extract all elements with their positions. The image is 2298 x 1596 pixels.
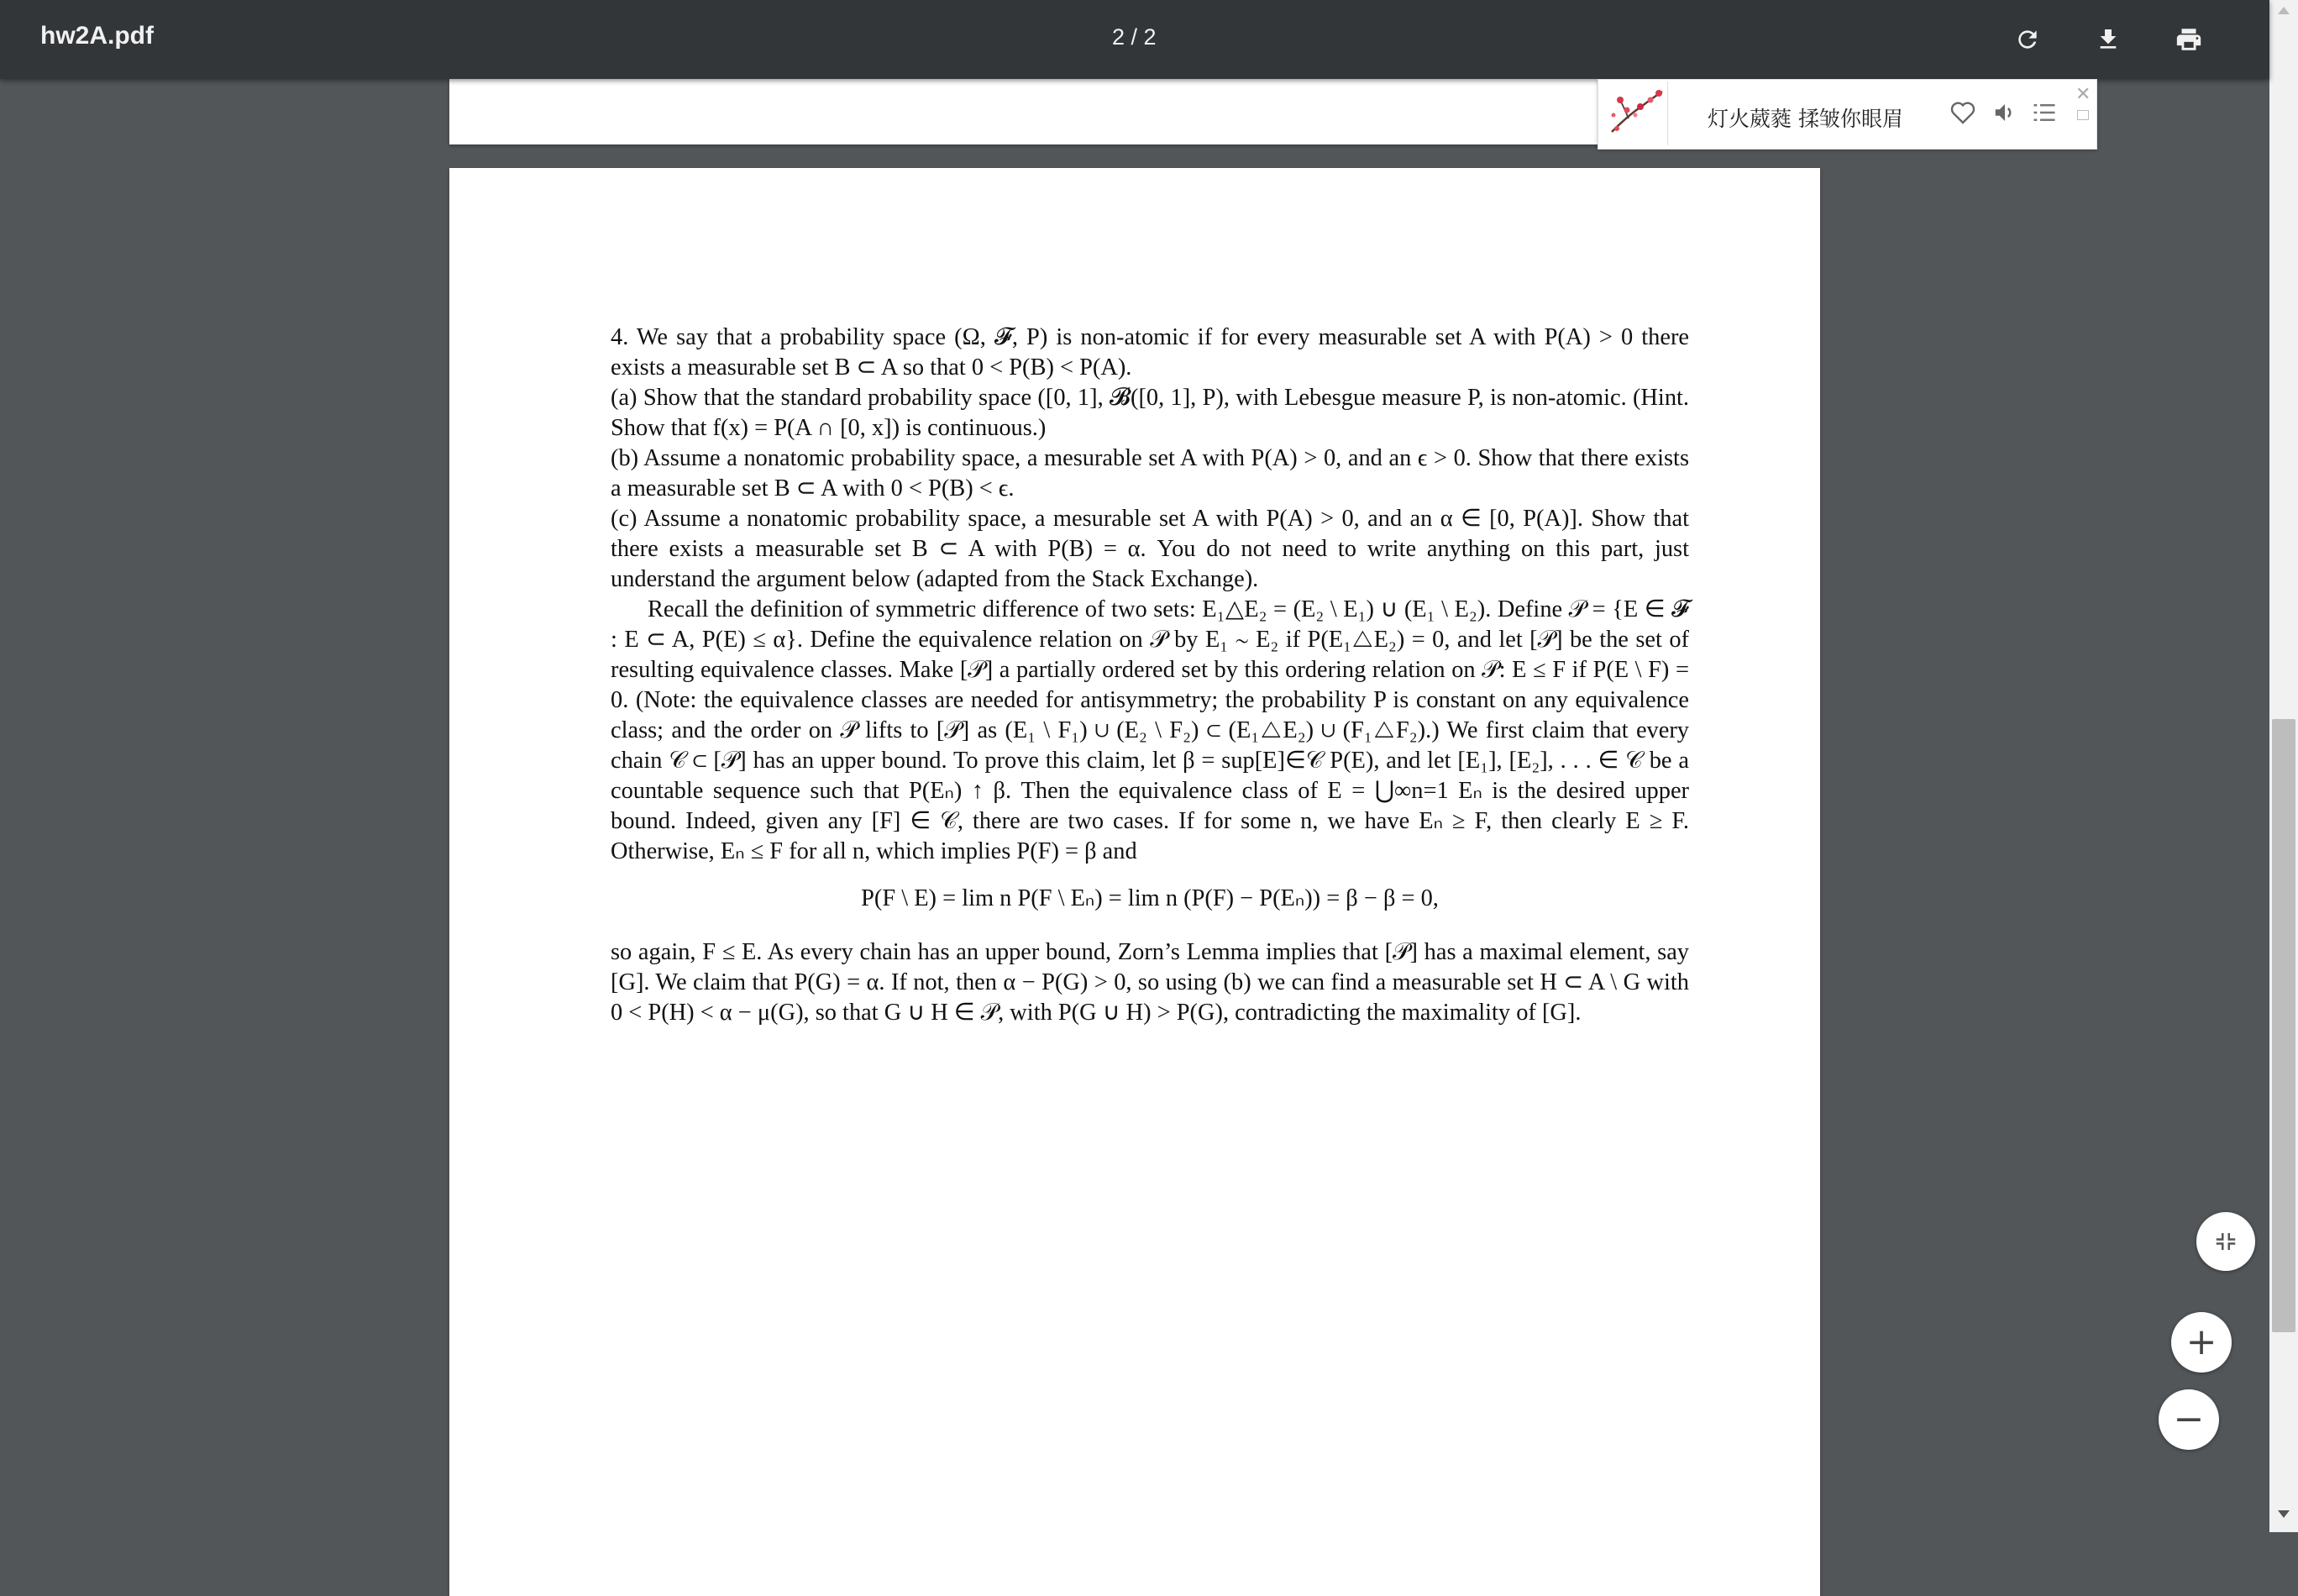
zoom-out-button[interactable] bbox=[2159, 1389, 2219, 1450]
song-title: 灯火葳蕤 揉皱你眼眉 bbox=[1708, 107, 1903, 131]
proof-paragraph: Recall the definition of symmetric difference of two sets: E₁△E₂ = (E₂ \ E₁) ∪ (E₁ \ E₂). Define 𝒫 = {E ∈ 𝓕 : E ⊂ A, P(E) ≤ α}. Define the equivalence relation on 𝒫 by E₁ ∼ E₂ if P(E₁△E₂) = 0, and let [𝒫] be the set of resulting equivalence classes. Make [𝒫] a partially ordered set by this ordering relation on 𝒫: E ≤ F if P(E \ F) = 0. (Note: the equivalence classes are needed for antisymmetry; the probability P is constant on any equivalence class; and the order on 𝒫 lifts to [𝒫] as (E₁ \ F₁) ∪ (E₂ \ F₂) ⊂ (E₁△E₂) ∪ (F₁△F₂).) We first claim that every chain 𝒞 ⊂ [𝒫] has an upper bound. To prove this claim, let β = sup[E]∈𝒞 P(E), and let [E₁], [E₂], . . . ∈ 𝒞 be a countable sequence such that P(Eₙ) ↑ β. Then the equivalence class of E = ⋃∞n=1 Eₙ is the desired upper bound. Indeed, given any [F] ∈ 𝒞, there are two cases. If for some n, we have Eₙ ≥ F, then clearly E ≥ F. Otherwise, Eₙ ≤ F for all n, which implies P(F) = β and bbox=[611, 596, 1689, 864]
display-equation: P(F \ E) = lim n P(F \ Eₙ) = lim n (P(F) − P(Eₙ)) = β − β = 0, bbox=[861, 885, 1439, 911]
fit-page-icon bbox=[2213, 1229, 2238, 1254]
pdf-page bbox=[449, 168, 1820, 1596]
heart-icon[interactable] bbox=[1949, 100, 1976, 129]
plus-icon: + bbox=[2185, 1320, 2217, 1363]
scrollbar-thumb[interactable] bbox=[2272, 719, 2295, 1332]
scroll-down-icon[interactable] bbox=[2278, 1510, 2290, 1518]
scroll-up-icon[interactable] bbox=[2278, 7, 2290, 14]
pdf-toolbar bbox=[0, 0, 2269, 79]
conclusion-paragraph: so again, F ≤ E. As every chain has an upper bound, Zorn’s Lemma implies that [𝒫] has a maximal element, say [G]. We claim that P(G) = α. If not, then α − P(G) > 0, so using (b) we can find a measurable set H ⊂ A \ G with 0 < P(H) < α − μ(G), so that G ∪ H ∈ 𝒫, with P(G ∪ H) > P(G), contradicting the maximality of [G]. bbox=[611, 939, 1689, 1026]
part-c: (c) Assume a nonatomic probability space, a mesurable set A with P(A) > 0, and an α ∈ [0, P(A)]. Show that there exists a measurable set B ⊂ A with P(B) = α. You do not need to write anything on this part, just understand the argument below (adapted from the Stack Exchange). bbox=[611, 506, 1689, 592]
print-button[interactable] bbox=[2165, 16, 2212, 63]
playlist-icon[interactable] bbox=[2032, 100, 2057, 129]
print-icon bbox=[2175, 25, 2203, 54]
download-button[interactable] bbox=[2085, 16, 2132, 63]
music-player-popup[interactable] bbox=[1598, 79, 2097, 150]
problem-statement: 4. We say that a probability space (Ω, 𝓕, P) is non-atomic if for every measurable set A with P(A) > 0 there exists a measurable set B ⊂ A so that 0 < P(B) < P(A). bbox=[611, 324, 1689, 381]
part-a: (a) Show that the standard probability space ([0, 1], 𝓑([0, 1], P), with Lebesgue measure P, is non-atomic. (Hint. Show that f(x) = P(A ∩ [0, x]) is continuous.) bbox=[611, 385, 1689, 441]
part-b: (b) Assume a nonatomic probability space, a mesurable set A with P(A) > 0, and an ϵ > 0. Show that there exists a measurable set B ⊂ A with 0 < P(B) < ϵ. bbox=[611, 445, 1689, 501]
rotate-button[interactable] bbox=[2004, 16, 2051, 63]
zoom-in-button[interactable] bbox=[2171, 1312, 2232, 1373]
album-art bbox=[1603, 81, 1668, 145]
minimize-icon[interactable] bbox=[2077, 110, 2089, 120]
minus-icon: − bbox=[2173, 1398, 2205, 1441]
close-icon[interactable]: ✕ bbox=[2075, 83, 2091, 104]
vertical-scrollbar[interactable] bbox=[2269, 0, 2298, 1532]
page-content bbox=[611, 323, 1689, 1028]
document-title: hw2A.pdf bbox=[40, 22, 154, 50]
download-icon bbox=[2095, 26, 2122, 53]
rotate-icon bbox=[2014, 26, 2041, 53]
page-indicator[interactable]: 2 / 2 bbox=[1112, 24, 1157, 50]
fit-page-button[interactable] bbox=[2196, 1212, 2255, 1271]
volume-icon[interactable] bbox=[1991, 100, 2018, 129]
